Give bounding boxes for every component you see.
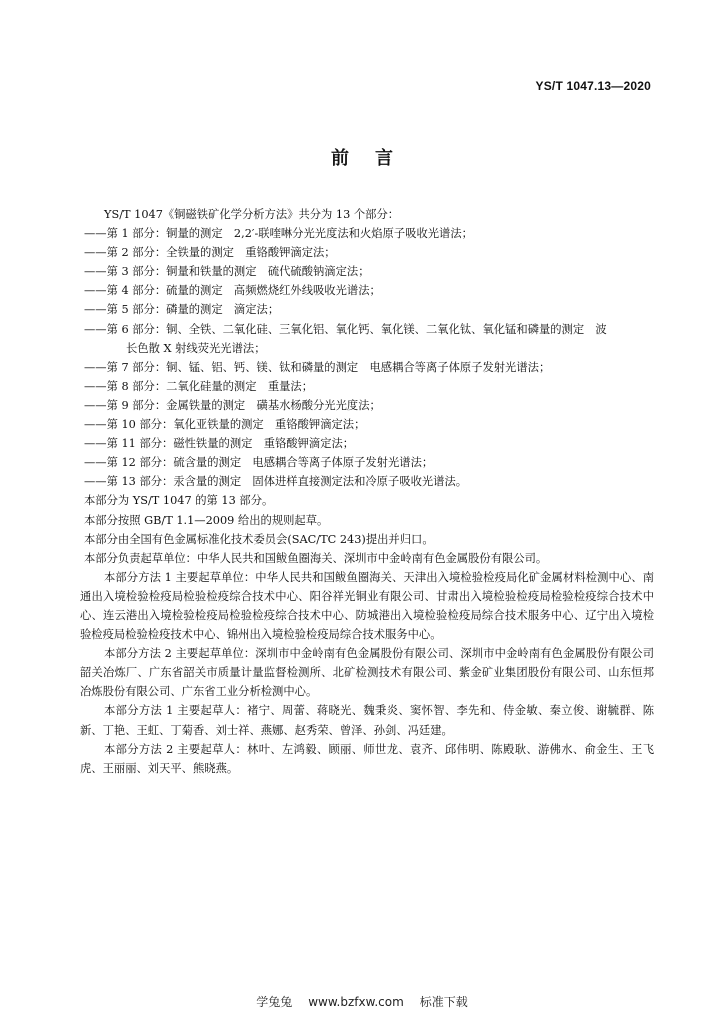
part-item: ——第 10 部分：氧化亚铁量的测定 重铬酸钾滴定法；: [84, 418, 366, 432]
statement: 本部分由全国有色金属标准化技术委员会(SAC/TC 243)提出并归口。: [84, 532, 434, 546]
footer-site-name: 学兔兔: [256, 995, 293, 1009]
statements: [84, 491, 654, 567]
part-item: ——第 8 部分：二氧化硅量的测定 重量法；: [84, 379, 314, 393]
intro-line: YS/T 1047《铜磁铁矿化学分析方法》共分为 13 个部分：: [104, 208, 400, 221]
part-item: ——第 7 部分：铜、锰、铝、钙、镁、钛和磷量的测定 电感耦合等离子体原子发射光谱法；: [84, 360, 551, 374]
part-item: ——第 13 部分：汞含量的测定 固体进样直接测定法和冷原子吸收光谱法。: [84, 475, 468, 489]
page-title-char-2: 言: [375, 148, 393, 169]
page-title: [0, 144, 724, 170]
part-item: ——第 1 部分：铜量的测定 2,2′-联喹啉分光光度法和火焰原子吸收光谱法；: [84, 227, 473, 241]
part-item: ——第 6 部分：铜、全铁、二氧化硅、三氧化铝、氧化钙、氧化镁、二氧化钛、氧化锰和磷量的测定 波: [84, 322, 607, 336]
drafters-section: [80, 568, 654, 778]
part-item-continuation: 长色散 X 射线荧光光谱法；: [126, 341, 266, 355]
drafters-method-2: 本部分方法 2 主要起草人：林叶、左鸿毅、顾丽、师世龙、袁齐、邱伟明、陈殿耿、游佛水、俞金生、王飞虎、王丽丽、刘天平、熊晓燕。: [80, 742, 654, 775]
part-item: ——第 9 部分：金属铁量的测定 磺基水杨酸分光光度法；: [84, 398, 381, 412]
standard-code: YS/T 1047.13—2020: [535, 79, 651, 93]
statement: 本部分按照 GB/T 1.1—2009 给出的规则起草。: [84, 513, 329, 527]
document-body: [80, 205, 654, 778]
part-item: ——第 5 部分：磷量的测定 滴定法；: [84, 303, 280, 317]
part-item: ——第 2 部分：全铁量的测定 重铬酸钾滴定法；: [84, 246, 336, 260]
part-item: ——第 11 部分：磁性铁量的测定 重铬酸钾滴定法；: [84, 437, 355, 451]
statement: 本部分为 YS/T 1047 的第 13 部分。: [84, 494, 274, 508]
part-item: ——第 3 部分：铜量和铁量的测定 硫代硫酸钠滴定法；: [84, 265, 370, 279]
statement: 本部分负责起草单位：中华人民共和国鲅鱼圈海关、深圳市中金岭南有色金属股份有限公司。: [84, 551, 548, 565]
parts-list: [84, 224, 654, 491]
footer-slogan: 标准下载: [419, 995, 468, 1009]
drafters-method-1: 本部分方法 1 主要起草人：褚宁、周蕾、蒋晓光、魏秉炎、窦怀智、李先和、侍金敏、秦立俊、谢毓群、陈新、丁艳、王虹、丁菊香、刘士祥、燕娜、赵秀荣、曾泽、孙剑、冯廷建。: [80, 704, 654, 737]
footer-url[interactable]: www.bzfxw.com: [308, 995, 404, 1009]
footer-watermark: [0, 993, 724, 1010]
part-item: ——第 12 部分：硫含量的测定 电感耦合等离子体原子发射光谱法；: [84, 456, 434, 470]
part-item: ——第 4 部分：硫量的测定 高频燃烧红外线吸收光谱法；: [84, 284, 381, 298]
drafting-units-method-2: 本部分方法 2 主要起草单位：深圳市中金岭南有色金属股份有限公司、深圳市中金岭南有色金属股份有限公司韶关冶炼厂、广东省韶关市质量计量监督检测所、北矿检测技术有限公司、紫金矿业集团股份有限公司、山东恒邦冶炼股份有限公司、广东省工业分析检测中心。: [80, 647, 654, 699]
page-title-char-1: 前: [331, 148, 349, 169]
drafting-units-method-1: 本部分方法 1 主要起草单位：中华人民共和国鲅鱼圈海关、天津出入境检验检疫局化矿金属材料检测中心、南通出入境检验检疫局检验检疫综合技术中心、阳谷祥光铜业有限公司、甘肃出入境检验检疫局检验检疫综合技术中心、连云港出入境检验检疫局检验检疫综合技术中心、防城港出入境检验检疫局综合技术服务中心、辽宁出入境检验检疫局检验检疫技术中心、锦州出入境检验检疫局综合技术服务中心。: [80, 570, 654, 642]
